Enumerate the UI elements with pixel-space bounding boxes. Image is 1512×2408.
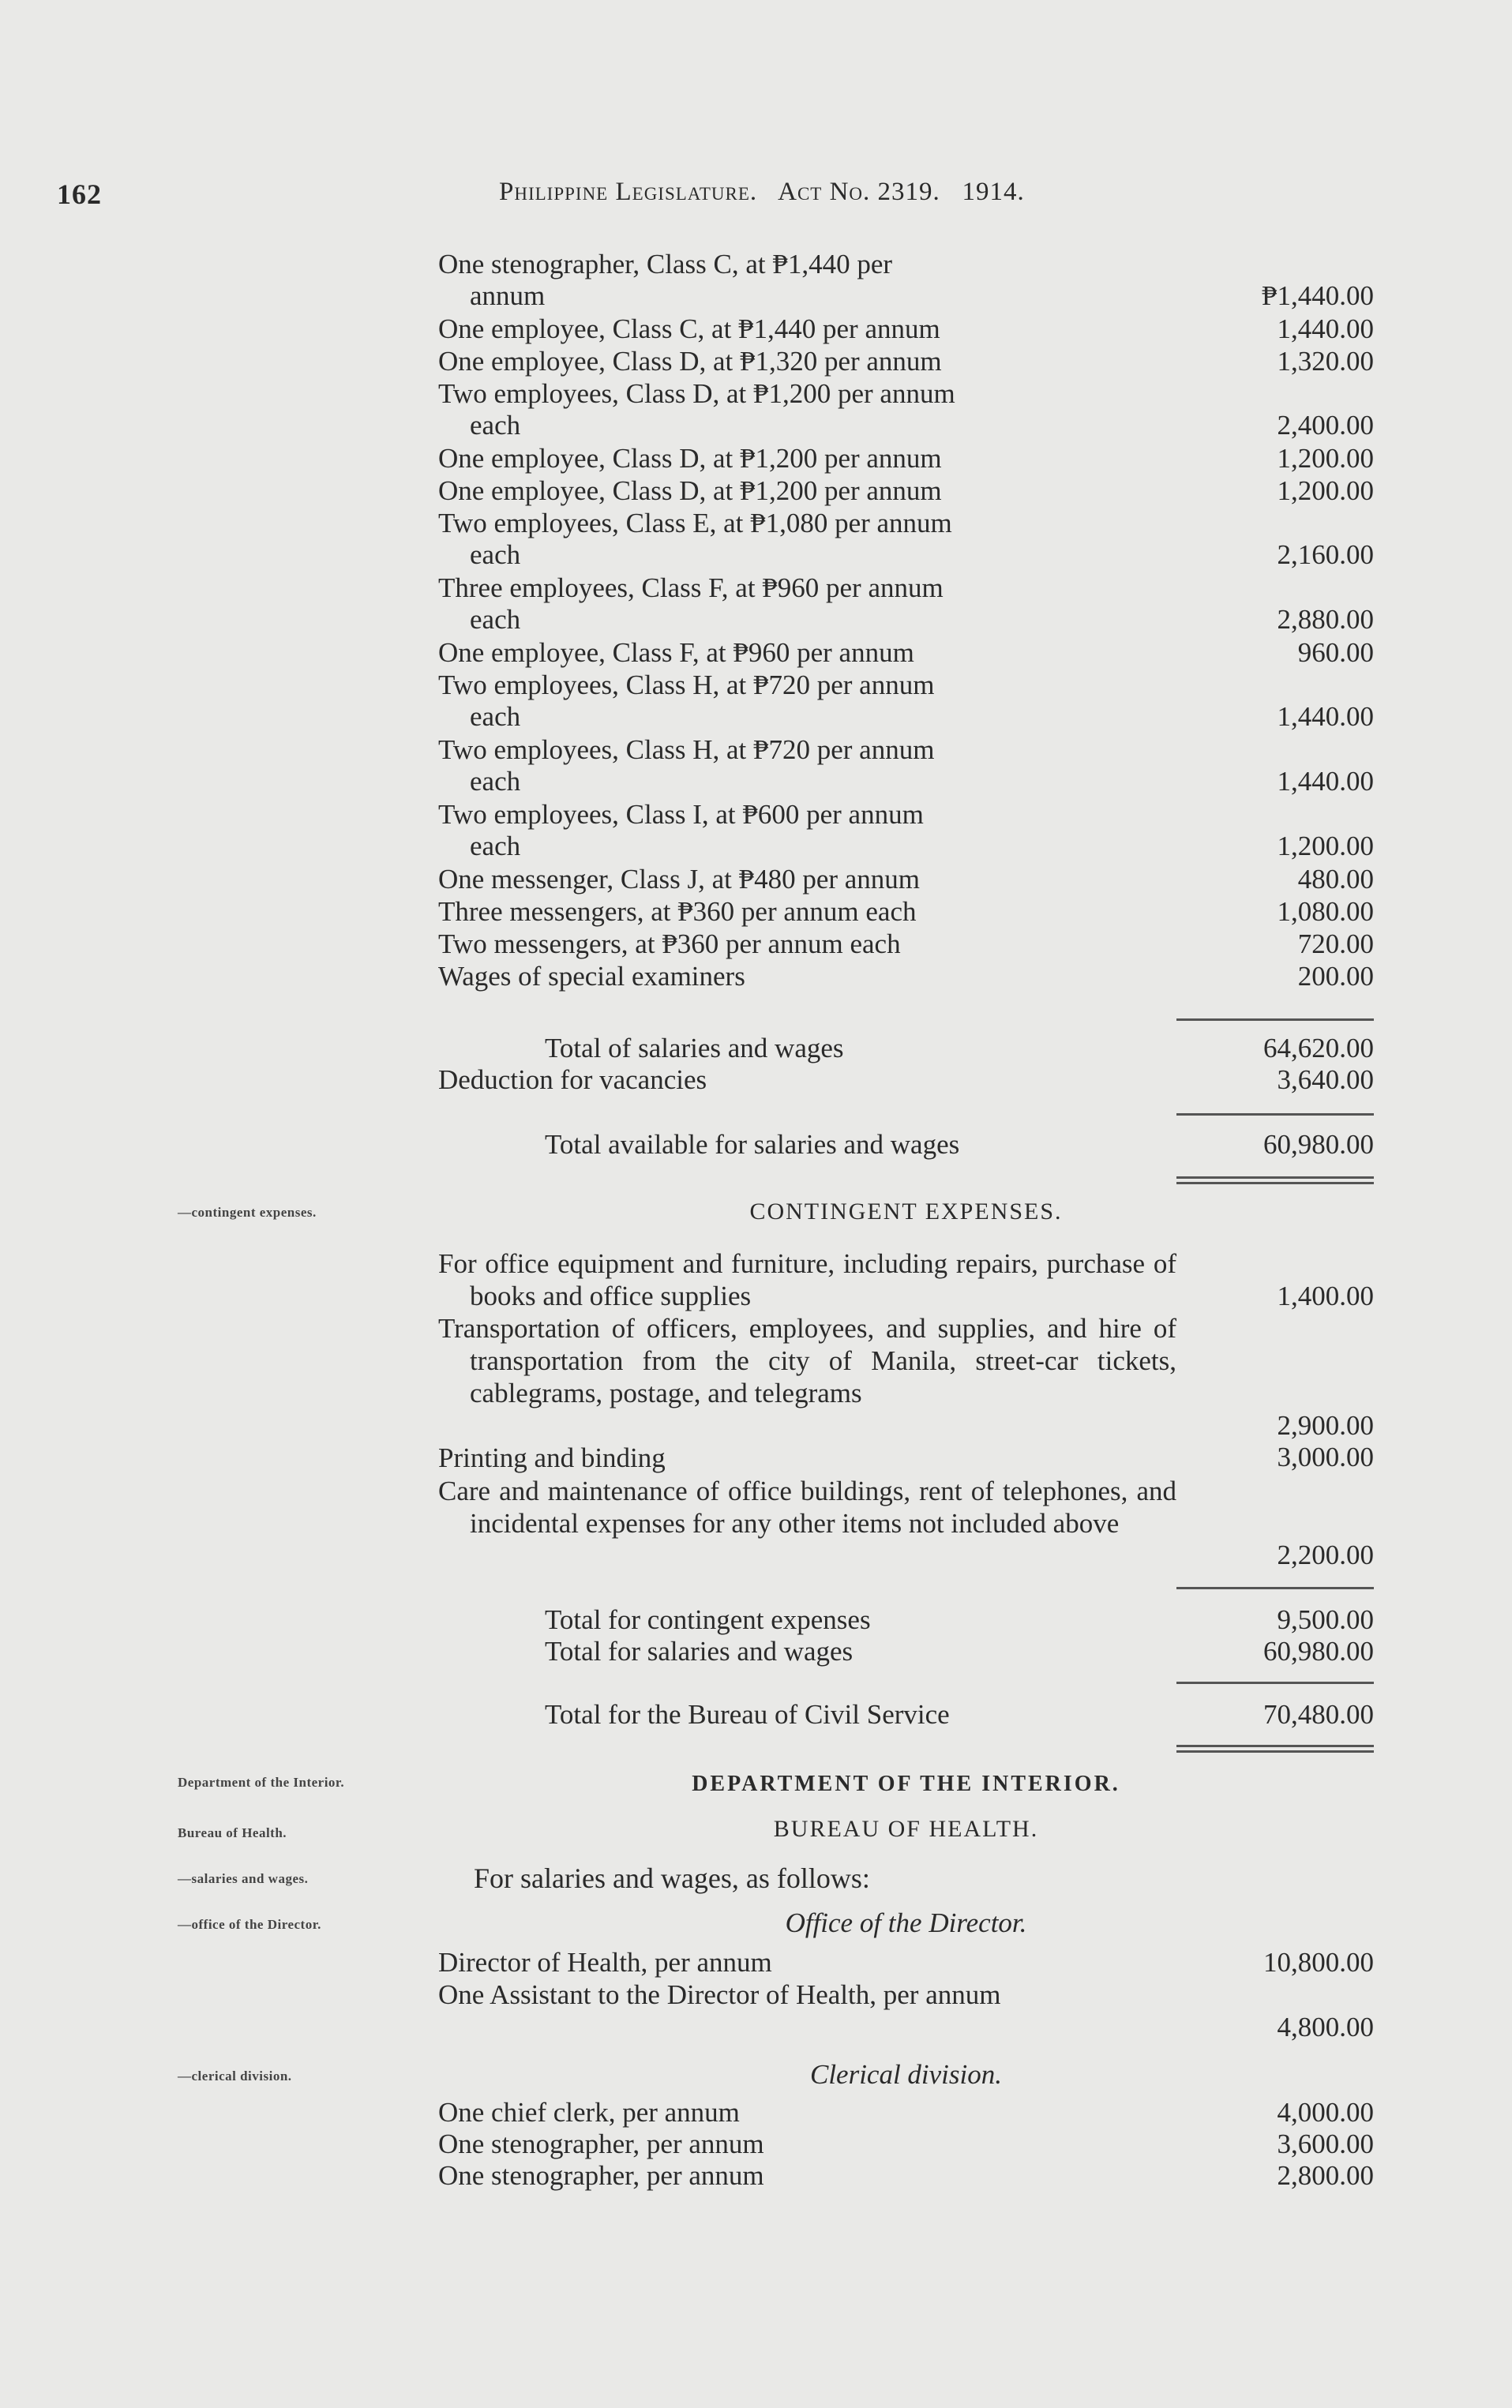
contingent-heading: CONTINGENT EXPENSES. xyxy=(749,1198,1063,1225)
salary-row-continuation: each xyxy=(470,539,521,570)
total-salaries-amount-2: 60,980.00 xyxy=(1263,1636,1374,1667)
salary-row-amount: 1,440.00 xyxy=(1277,313,1374,344)
salary-row-amount: 1,200.00 xyxy=(1277,443,1374,474)
bureau-total-label: Total for the Bureau of Civil Service xyxy=(545,1699,950,1730)
salary-row-amount: 200.00 xyxy=(1297,961,1374,992)
clerical-heading: Clerical division. xyxy=(809,2059,1003,2090)
salary-row-text: Two messengers, at ₱360 per annum each xyxy=(438,928,901,959)
contingent-item-1: For office equipment and furniture, including repairs, purchase of books and office supplies xyxy=(438,1248,1176,1311)
contingent-item-3: Printing and binding xyxy=(438,1442,666,1473)
clerical-item-3-amount: 2,800.00 xyxy=(1277,2160,1374,2191)
salary-row-continuation: each xyxy=(470,410,521,441)
bureau-double-rule xyxy=(1176,1745,1374,1753)
margin-note-clerical: —clerical division. xyxy=(178,2069,292,2084)
salary-row-text: Three employees, Class F, at ₱960 per annum xyxy=(438,572,944,603)
salary-row-text: One employee, Class F, at ₱960 per annum xyxy=(438,637,914,668)
salary-row-amount: 720.00 xyxy=(1297,928,1374,959)
contingent-rule xyxy=(1176,1587,1374,1589)
subtotal-rule xyxy=(1176,1018,1374,1021)
margin-note-contingent: —contingent expenses. xyxy=(178,1205,317,1220)
office-item-1-amount: 10,800.00 xyxy=(1263,1947,1374,1978)
salary-row-text: One messenger, Class J, at ₱480 per annum xyxy=(438,864,921,895)
total-salaries-amount: 64,620.00 xyxy=(1263,1033,1374,1063)
page-header xyxy=(0,178,1512,217)
salary-row-text: Wages of special examiners xyxy=(438,961,745,992)
salary-row-amount: 1,320.00 xyxy=(1277,346,1374,377)
clerical-item-3-text: One stenographer, per annum xyxy=(438,2160,764,2191)
salary-row-amount: 1,440.00 xyxy=(1277,766,1374,797)
salary-row-amount: 2,400.00 xyxy=(1277,410,1374,441)
contingent-amount-2: 2,900.00 xyxy=(1277,1410,1374,1441)
clerical-item-2-amount: 3,600.00 xyxy=(1277,2129,1374,2159)
salary-row-amount: ₱1,440.00 xyxy=(1262,280,1374,311)
salary-row-continuation: annum xyxy=(470,280,546,311)
total-salaries-label: Total of salaries and wages xyxy=(545,1033,844,1063)
contingent-amount-1: 1,400.00 xyxy=(1277,1281,1374,1311)
salary-row-text: Two employees, Class I, at ₱600 per annum xyxy=(438,799,924,830)
deduction-amount: 3,640.00 xyxy=(1277,1064,1374,1095)
office-heading: Office of the Director. xyxy=(785,1907,1027,1938)
act-number: Act No. 2319. xyxy=(778,178,940,206)
salary-row-continuation: each xyxy=(470,831,521,861)
page-number: 162 xyxy=(57,178,102,210)
office-item-1-text: Director of Health, per annum xyxy=(438,1947,772,1978)
margin-note-department: Department of the Interior. xyxy=(178,1775,345,1790)
office-item-2-amount: 4,800.00 xyxy=(1277,2012,1374,2042)
margin-note-bureau: Bureau of Health. xyxy=(178,1825,287,1840)
year: 1914. xyxy=(962,178,1025,206)
deduction-label: Deduction for vacancies xyxy=(438,1064,707,1095)
salary-row-amount: 1,200.00 xyxy=(1277,475,1374,506)
clerical-item-1-text: One chief clerk, per annum xyxy=(438,2097,740,2128)
available-double-rule xyxy=(1176,1176,1374,1184)
total-contingent-label: Total for contingent expenses xyxy=(545,1604,871,1635)
contingent-amount-4: 2,200.00 xyxy=(1277,1540,1374,1570)
salary-row-amount: 480.00 xyxy=(1297,864,1374,895)
salary-row-text: Two employees, Class H, at ₱720 per annum xyxy=(438,670,935,700)
salary-row-amount: 2,880.00 xyxy=(1277,604,1374,635)
contingent-amount-3: 3,000.00 xyxy=(1277,1442,1374,1472)
available-label: Total available for salaries and wages xyxy=(545,1129,960,1160)
bureau-heading: BUREAU OF HEALTH. xyxy=(773,1816,1039,1842)
margin-note-salaries: —salaries and wages. xyxy=(178,1871,309,1886)
office-item-2: One Assistant to the Director of Health, per annum xyxy=(438,1979,1001,2010)
salary-row-amount: 2,160.00 xyxy=(1277,539,1374,570)
salary-row-amount: 1,200.00 xyxy=(1277,831,1374,861)
salary-row-text: One stenographer, Class C, at ₱1,440 per xyxy=(438,249,893,279)
clerical-item-1-amount: 4,000.00 xyxy=(1277,2097,1374,2128)
bureau-rule xyxy=(1176,1682,1374,1684)
salary-row-amount: 960.00 xyxy=(1297,637,1374,668)
contingent-item-2: Transportation of officers, employees, and supplies, and hire of transportation from the city of Manila, street-car tickets, cablegrams, postage, and telegrams xyxy=(438,1313,1176,1408)
salary-row-amount: 1,440.00 xyxy=(1277,701,1374,732)
bureau-total-amount: 70,480.00 xyxy=(1263,1699,1374,1730)
available-rule xyxy=(1176,1113,1374,1116)
margin-note-office: —office of the Director. xyxy=(178,1917,321,1932)
salary-row-continuation: each xyxy=(470,701,521,732)
salary-row-continuation: each xyxy=(470,604,521,635)
total-salaries-label-2: Total for salaries and wages xyxy=(545,1636,854,1667)
legislature-title: Philippine Legislature. xyxy=(499,178,758,206)
salary-row-text: Two employees, Class H, at ₱720 per annum xyxy=(438,734,935,765)
salary-row-text: One employee, Class C, at ₱1,440 per annum xyxy=(438,313,940,344)
available-amount: 60,980.00 xyxy=(1263,1129,1374,1160)
salary-row-text: Two employees, Class D, at ₱1,200 per annum xyxy=(438,378,955,409)
running-title xyxy=(499,178,1025,207)
contingent-item-4: Care and maintenance of office buildings, rent of telephones, and incidental expenses for any other items not included above xyxy=(438,1476,1176,1539)
salary-row-text: One employee, Class D, at ₱1,320 per annum xyxy=(438,346,942,377)
salary-row-text: Three messengers, at ₱360 per annum each xyxy=(438,896,917,927)
department-heading: DEPARTMENT OF THE INTERIOR. xyxy=(692,1772,1120,1796)
salary-row-continuation: each xyxy=(470,766,521,797)
salary-row-text: One employee, Class D, at ₱1,200 per annum xyxy=(438,443,942,474)
salary-row-amount: 1,080.00 xyxy=(1277,896,1374,927)
salary-row-text: One employee, Class D, at ₱1,200 per annum xyxy=(438,475,942,506)
lead-line: For salaries and wages, as follows: xyxy=(474,1862,870,1894)
salary-row-text: Two employees, Class E, at ₱1,080 per annum xyxy=(438,508,952,538)
clerical-item-2-text: One stenographer, per annum xyxy=(438,2129,764,2159)
total-contingent-amount: 9,500.00 xyxy=(1277,1604,1374,1635)
